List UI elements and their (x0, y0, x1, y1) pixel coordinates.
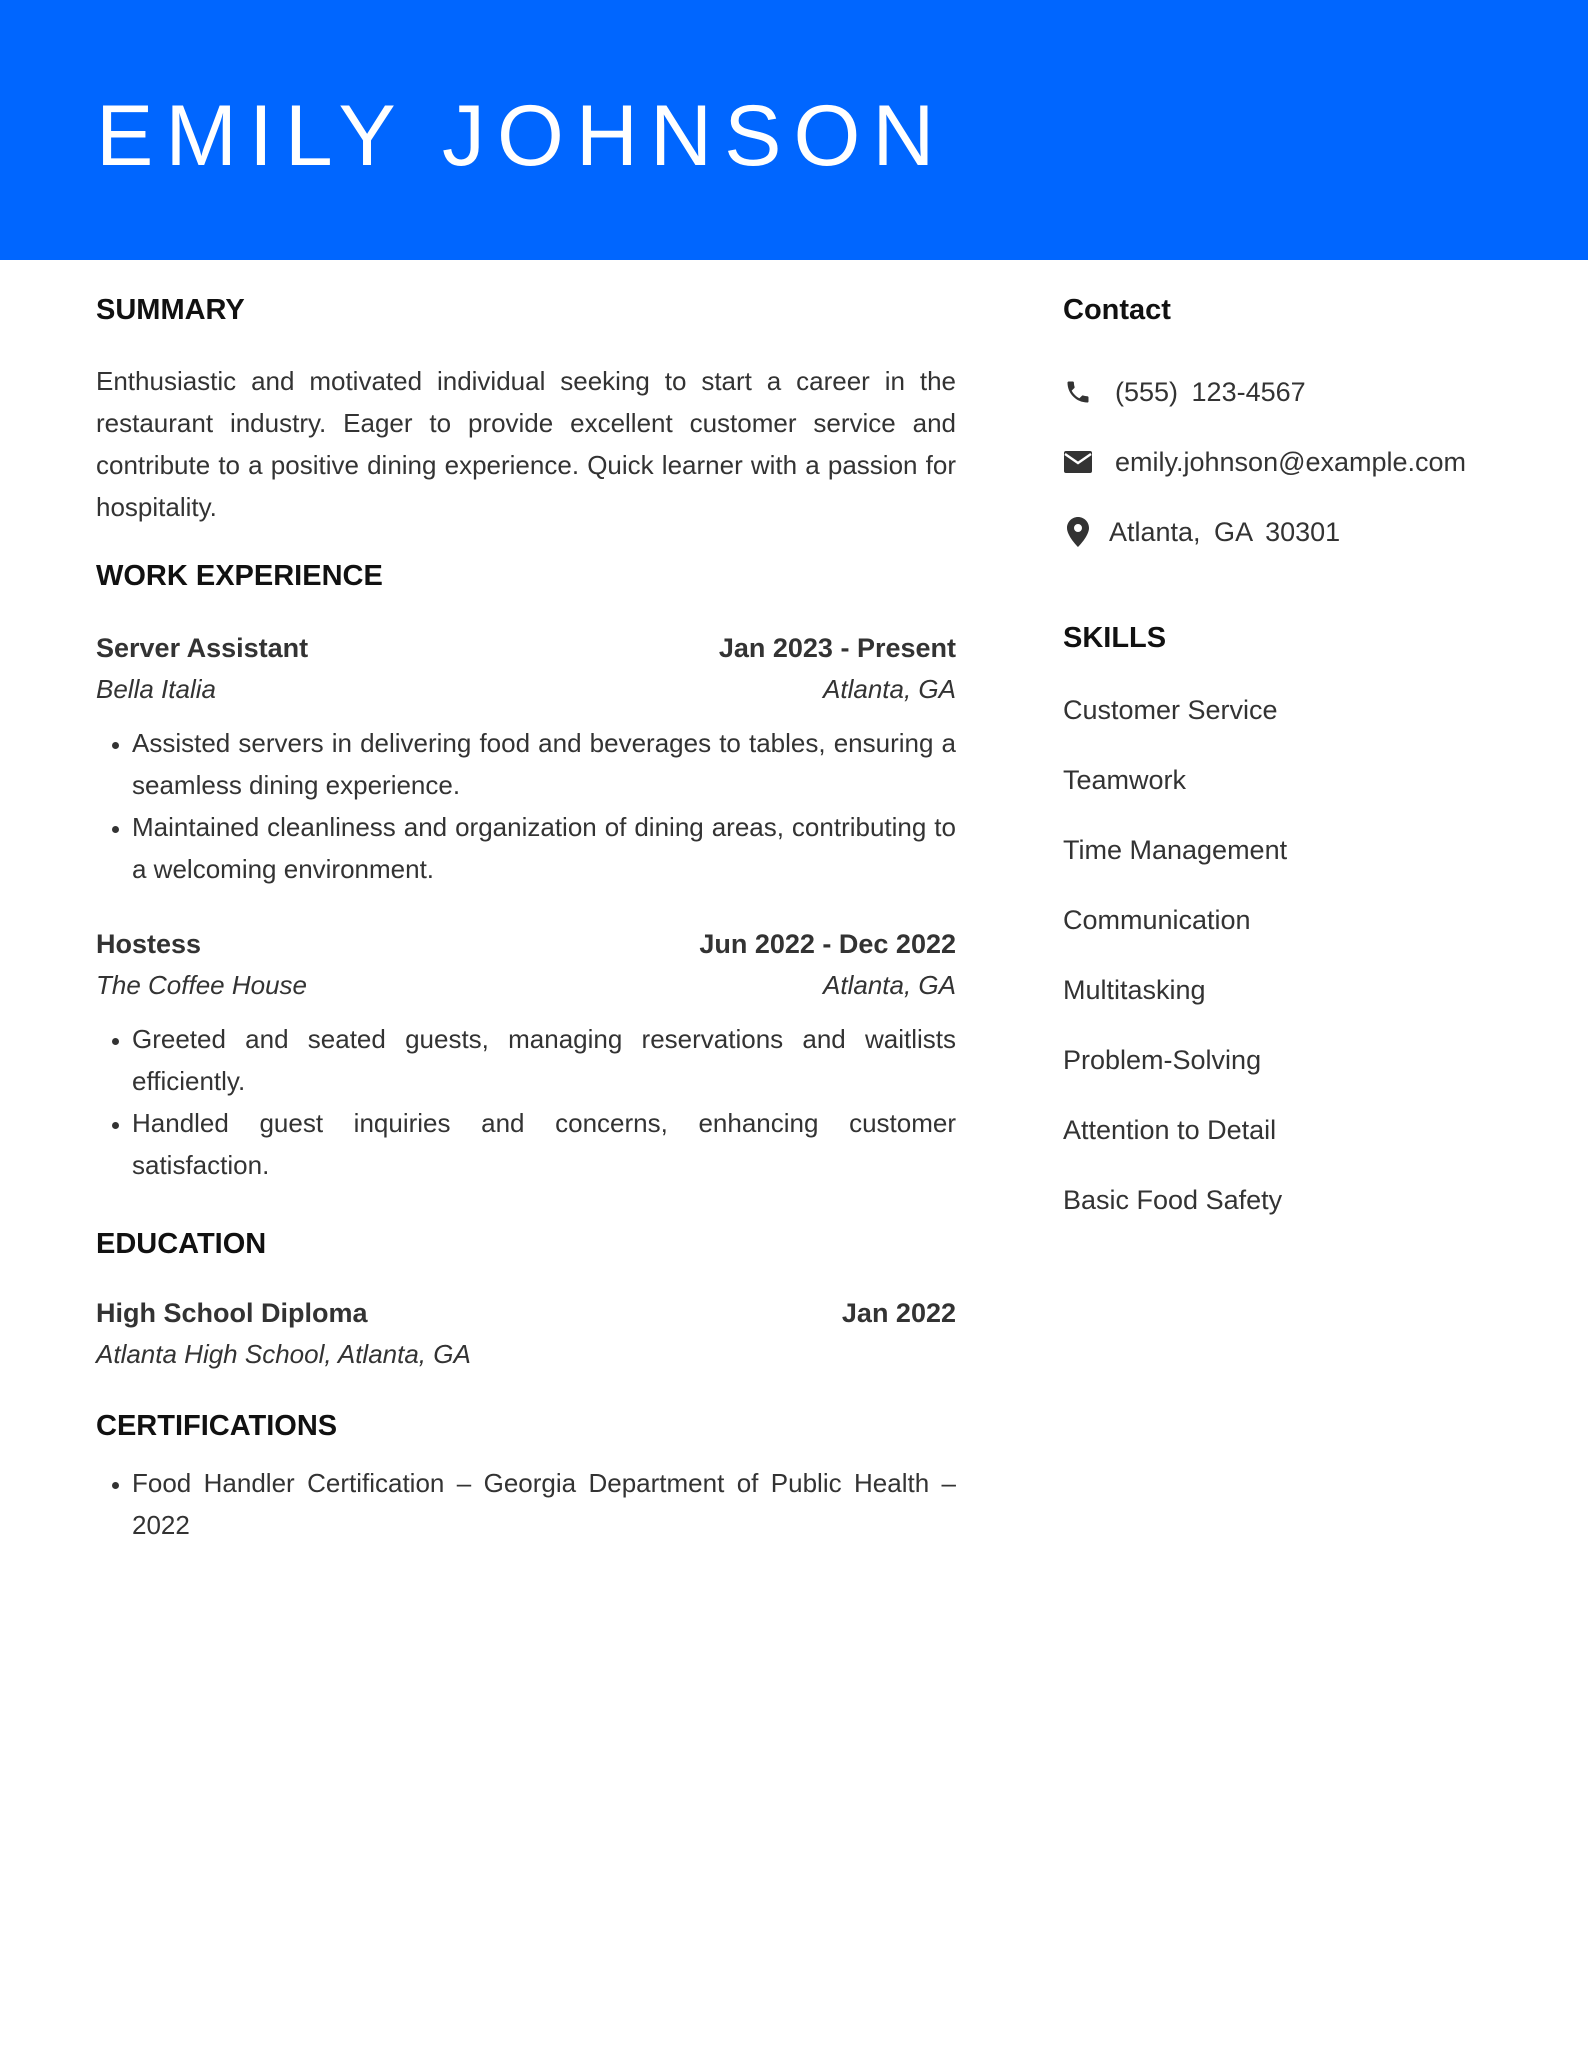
header-banner (0, 0, 1588, 260)
summary-heading: SUMMARY (96, 294, 245, 326)
skill-item: Problem-Solving (1063, 1045, 1262, 1075)
job-employer: The Coffee House (96, 970, 308, 1000)
job-entry (96, 924, 956, 1186)
contact-phone (1063, 372, 1306, 412)
contact-email (1063, 442, 1466, 482)
skills-heading: SKILLS (1063, 622, 1167, 654)
summary-text: Enthusiastic and motivated individual seeking to start a career in the restaurant industry. Eager to provide excellent customer service and contribute to a positive dining experience. Quick learner with a passion for hospitality. (96, 366, 956, 522)
phone-number: (555) 123-4567 (1115, 377, 1306, 407)
education-entry (96, 1293, 956, 1375)
job-bullet: • Maintained cleanliness and organization of dining areas, contributing to a welcoming environment. (132, 806, 956, 890)
education-heading: EDUCATION (96, 1228, 267, 1260)
school: Atlanta High School, Atlanta, GA (96, 1339, 471, 1369)
skill-item: Multitasking (1063, 975, 1206, 1005)
candidate-name: EMILY JOHNSON (96, 88, 947, 184)
skill-item: Teamwork (1063, 765, 1187, 795)
skill-item: Attention to Detail (1063, 1115, 1277, 1145)
job-employer: Bella Italia (96, 674, 216, 704)
contact-heading: Contact (1063, 294, 1171, 326)
job-location: Atlanta, GA (823, 970, 956, 1000)
location-text: Atlanta, GA 30301 (1109, 517, 1341, 547)
job-bullets (96, 722, 956, 890)
email-address: emily.johnson@example.com (1115, 447, 1467, 477)
certification-item: • Food Handler Certification – Georgia Department of Public Health – 2022 (132, 1462, 956, 1546)
skill-item: Customer Service (1063, 695, 1278, 725)
job-bullets (96, 1018, 956, 1186)
job-bullet: • Greeted and seated guests, managing reservations and waitlists efficiently. (132, 1018, 956, 1102)
job-title: Server Assistant (96, 633, 309, 663)
skill-item: Time Management (1063, 835, 1288, 865)
job-title: Hostess (96, 929, 202, 959)
job-bullet: • Handled guest inquiries and concerns, enhancing customer satisfaction. (132, 1102, 956, 1186)
education-date: Jan 2022 (841, 1298, 956, 1328)
work-experience-heading: WORK EXPERIENCE (96, 560, 383, 592)
job-bullet: • Assisted servers in delivering food and beverages to tables, ensuring a seamless dining experience. (132, 722, 956, 806)
contact-location (1063, 512, 1340, 552)
skill-item: Communication (1063, 905, 1251, 935)
phone-icon (1063, 377, 1093, 407)
certifications-list (96, 1462, 956, 1546)
skill-item: Basic Food Safety (1063, 1185, 1283, 1215)
job-entry (96, 628, 956, 890)
map-marker-icon (1063, 517, 1093, 547)
job-location: Atlanta, GA (823, 674, 956, 704)
degree: High School Diploma (96, 1298, 368, 1328)
envelope-icon (1063, 447, 1093, 477)
certifications-heading: CERTIFICATIONS (96, 1410, 338, 1442)
job-dates: Jun 2022 - Dec 2022 (699, 929, 956, 959)
job-dates: Jan 2023 - Present (718, 633, 956, 663)
